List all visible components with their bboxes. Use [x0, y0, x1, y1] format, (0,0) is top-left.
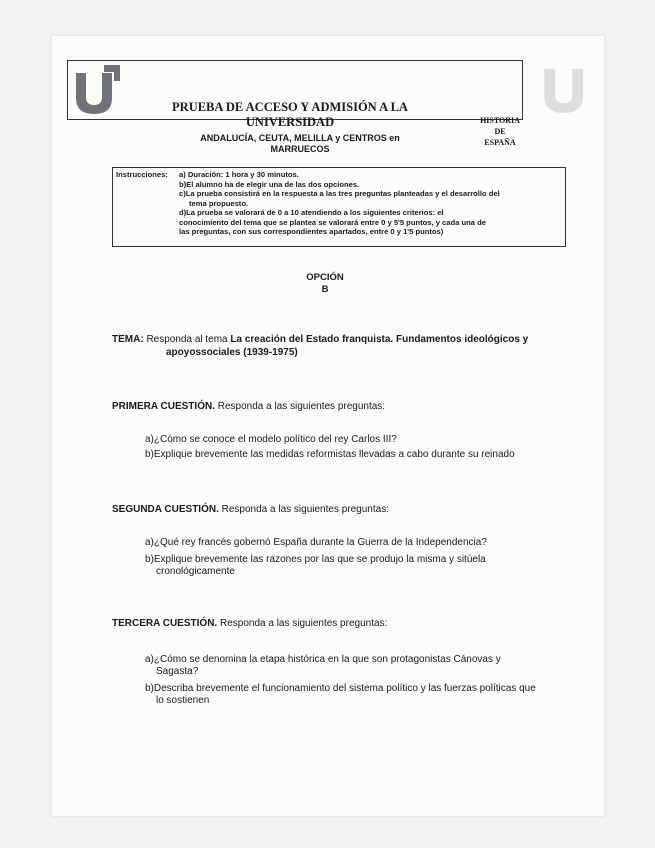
instructions-box	[112, 167, 566, 247]
instruction-item: d)La prueba se valorará de 0 a 10 atendiendo a los siguientes criterios: el	[179, 208, 444, 217]
question-3-heading: TERCERA CUESTIÓN. Responda a las siguientes preguntas:	[112, 618, 388, 629]
instruction-item: conocimiento del tema que se plantea se valorará entre 0 y 5'5 puntos, y cada una de	[179, 217, 486, 227]
tema-topic: La creación del Estado franquista. Fundamentos ideológicos y	[230, 334, 529, 345]
instructions-label: Instrucciones:	[116, 170, 168, 179]
tema-topic-cont: apoyossociales (1939-1975)	[166, 347, 298, 358]
instruction-item: tema propuesto.	[189, 198, 249, 208]
instruction-item: b)El alumno ha de elegir una de las dos opciones.	[179, 179, 360, 189]
tema-lead: TEMA:	[112, 334, 144, 345]
region-subtitle: ANDALUCÍA, CEUTA, MELILLA y CENTROS en MARRUECOS	[200, 133, 400, 154]
instructions-list	[179, 170, 563, 237]
instruction-item: c)La prueba consistirá en la respuesta a las tres preguntas planteadas y el desarrollo del	[179, 189, 500, 198]
question-2-item-b: b)Explique brevemente las razones por las que se produjo la misma y sitúela cronológicamente	[145, 554, 486, 577]
question-1-item-a: a)¿Cómo se conoce el modelo político del rey Carlos III?	[145, 434, 397, 445]
question-2-heading: SEGUNDA CUESTIÓN. Responda a las siguientes preguntas:	[112, 504, 389, 515]
watermark-logo-icon	[540, 56, 596, 116]
question-1-item-b: b)Explique brevemente las medidas reformistas llevadas a cabo durante su reinado	[145, 449, 515, 460]
exam-title: PRUEBA DE ACCESO Y ADMISIÓN A LA UNIVERSIDAD	[172, 100, 408, 129]
instruction-item: las preguntas, con sus correspondientes apartados, entre 0 y 1'5 puntos)	[179, 227, 444, 236]
option-heading: OPCIÓN B	[306, 272, 344, 295]
subject-label: HISTORIA DE ESPAÑA	[480, 116, 520, 147]
tema-instruction: Responda al tema	[143, 334, 231, 345]
question-3-item-b: b)Describa brevemente el funcionamiento del sistema político y las fuerzas políticas que lo sostienen	[145, 683, 536, 706]
university-logo-icon	[72, 63, 124, 115]
question-3-item-a: a)¿Cómo se denomina la etapa histórica en la que son protagonistas Cánovas y Sagasta?	[145, 654, 501, 677]
instruction-item: a) Duración: 1 hora y 30 minutos.	[179, 170, 299, 179]
question-2-item-a: a)¿Qué rey francés gobernó España durante la Guerra de la Independencia?	[145, 537, 487, 548]
question-1-heading: PRIMERA CUESTIÓN. Responda a las siguientes preguntas:	[112, 401, 386, 412]
tema-section	[112, 333, 562, 359]
